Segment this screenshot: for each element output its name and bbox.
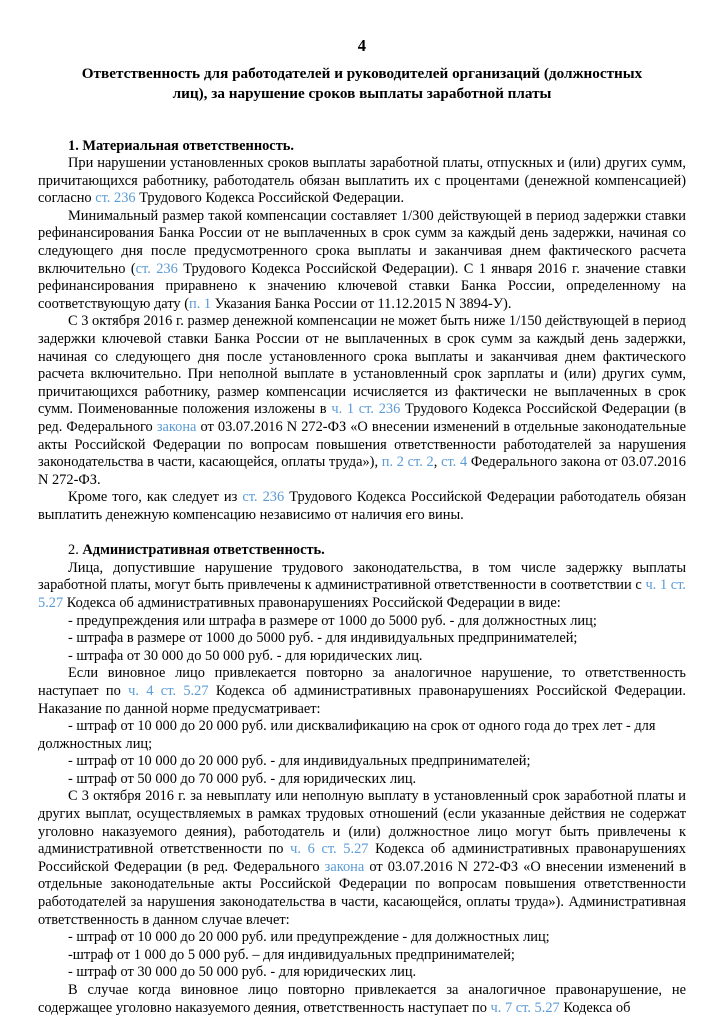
legal-link[interactable]: ч. 1 ст. 236 <box>331 401 401 418</box>
text-run: от 03.07.2016 N 272-ФЗ «О внесении изменений в отдельные законодательные акты Российской Федерации по вопросам повышения ответственности работодателей за нарушения законодательства в части, касающейся, оплаты труда»), <box>38 419 686 471</box>
text-run: С 3 октября 2016 г. размер денежной компенсации не может быть ниже 1/150 действующей в период задержки ключевой ставки Банка России от не выплаченных в срок сумм за каждый день задержки, начиная со следующего дня после установленного срока выплаты и заканчивая днем фактического расчета включительно. При неполной выплате в установленный срок зарплаты и (или) других сумм, причитающихся работнику, размер компенсации исчисляется из фактически не выплаченных в срок сумм. Поименованные положения изложены в <box>38 313 686 418</box>
legal-link[interactable]: ст. 236 <box>95 190 136 207</box>
list-item: - штраф от 10 000 до 20 000 руб. или дисквалификацию на срок от одного года до трех лет - для должностных лиц; <box>38 718 656 752</box>
page-title: Ответственность для работодателей и руководителей организаций (должностных лиц), за нарушение сроков выплаты заработной платы <box>81 64 643 102</box>
document-body <box>38 138 686 1018</box>
list-item: - штраф от 10 000 до 20 000 руб. или предупреждение - для должностных лиц; <box>68 929 550 946</box>
legal-link[interactable]: ч. 1 ст. 5.27 <box>38 577 686 611</box>
text-run: Трудового Кодекса Российской Федерации работодатель обязан выплатить денежную компенсацию независимо от наличия его вины. <box>38 489 687 523</box>
text-run: При нарушении установленных сроков выплаты заработной платы, отпускных и (или) других сумм, причитающихся работнику, работодатель обязан выплатить их с процентами (денежной компенсацией) согласно <box>38 155 686 207</box>
legal-link[interactable]: ч. 6 ст. 5.27 <box>290 841 369 858</box>
text-run: Указания Банка России от 11.12.2015 N 3894-У). <box>211 295 512 312</box>
legal-link[interactable]: ст. 4 <box>441 454 468 471</box>
section-2-paragraph-3 <box>38 788 686 929</box>
text-run: В случае когда виновное лицо повторно привлекается за аналогичное правонарушение, не содержащее уголовно наказуемого деяния, ответственность наступает по <box>38 982 686 1016</box>
text-run: Лица, допустившие нарушение трудового законодательства, в том числе задержку выплаты заработной платы, могут быть привлечены к административной ответственности в соответствии с <box>38 559 686 594</box>
legal-link[interactable]: ст. 236 <box>135 260 178 277</box>
legal-link[interactable]: ч. 7 ст. 5.27 <box>490 999 560 1016</box>
section-1-paragraph-1 <box>38 155 686 208</box>
text-run: Трудового Кодекса Российской Федерации. <box>135 190 405 207</box>
section-2-heading <box>38 542 686 560</box>
text-run: Федерального закона от 03.07.2016 N 272-ФЗ. <box>38 454 686 488</box>
section-1-number: 1. <box>68 137 79 154</box>
section-spacer <box>38 525 686 543</box>
legal-link[interactable]: ч. 4 ст. 5.27 <box>128 682 209 699</box>
text-run: Кодекса об <box>559 999 631 1016</box>
legal-link[interactable]: ст. 236 <box>242 489 285 506</box>
legal-link[interactable]: п. 2 ст. 2 <box>381 454 434 471</box>
section-1-paragraph-2 <box>38 208 686 314</box>
section-1-heading <box>38 138 686 156</box>
page-content <box>38 0 686 1017</box>
legal-link[interactable]: п. 1 <box>189 295 212 312</box>
text-run: Если виновное лицо привлекается повторно за аналогичное нарушение, то ответственность наступает по <box>38 665 686 699</box>
list-item: - штраф от 50 000 до 70 000 руб. - для юридических лиц. <box>68 770 417 787</box>
section-2-paragraph-1 <box>38 560 686 613</box>
text-run: Кодекса об административных правонарушениях Российской Федерации в виде: <box>63 594 561 611</box>
section-1-paragraph-4 <box>38 489 686 524</box>
legal-link[interactable]: закона <box>156 419 197 435</box>
section-1-paragraph-3 <box>38 313 686 489</box>
text-run: от 03.07.2016 N 272-ФЗ «О внесении изменений в отдельные законодательные акты Российской Федерации по вопросам повышения ответственности работодателей за нарушения законодательства в части, касающейся, оплаты труда»). Административная ответственность в данном случае влечет: <box>38 858 686 928</box>
list-item: - штраф от 10 000 до 20 000 руб. - для индивидуальных предпринимателей; <box>68 753 531 770</box>
text-run: Кодекса об административных правонарушениях Российской Федерации (в ред. Федерального <box>38 841 686 875</box>
section-2-paragraph-4 <box>38 982 686 1017</box>
text-run: С 3 октября 2016 г. за невыплату или неполную выплату в установленный срок заработной платы и других выплат, осуществляемых в рамках трудовых отношений (если указанные действия не содержат уголовно наказуемого деяния), работодатель и (или) должностное лицо могут быть привлечены к административной ответственности по <box>38 788 686 858</box>
list-item: -штраф от 1 000 до 5 000 руб. – для индивидуальных предпринимателей; <box>68 946 515 963</box>
list-item: - штраф от 30 000 до 50 000 руб. - для юридических лиц. <box>68 964 417 981</box>
section-1-heading-text: Материальная ответственность. <box>82 137 294 154</box>
text-run: Кодекса об административных правонарушениях Российской Федерации. Наказание по данной норме предусматривает: <box>38 682 686 717</box>
text-run: Трудового Кодекса Российской Федерации (в ред. Федерального <box>38 401 686 435</box>
text-run: Трудового Кодекса Российской Федерации). С 1 января 2016 г. значение ставки рефинансирования приравнено к значению ключевой ставки Банка России, определенному на соответствующую дату ( <box>38 260 687 312</box>
list-item: - штрафа от 30 000 до 50 000 руб. - для юридических лиц. <box>68 647 423 664</box>
legal-link[interactable]: закона <box>324 858 365 875</box>
list-item: - предупреждения или штрафа в размере от 1000 до 5000 руб. - для должностных лиц; <box>68 612 597 629</box>
section-2-number: 2. <box>68 542 79 559</box>
list-item: - штрафа в размере от 1000 до 5000 руб. - для индивидуальных предпринимателей; <box>68 630 578 647</box>
section-2-heading-text: Административная ответственность. <box>82 542 325 559</box>
text-run: , <box>433 454 442 471</box>
page-number: 4 <box>357 36 367 55</box>
text-run: Минимальный размер такой компенсации составляет 1/300 действующей в период задержки ставки рефинансирования Банка России от не выплаченных в срок сумм за каждый день задержки, начиная со следующего дня после предусмотренного срока выплаты и заканчивая днем фактического расчета включительно ( <box>38 207 686 277</box>
section-2-paragraph-2 <box>38 665 686 718</box>
text-run: Кроме того, как следует из <box>68 489 243 506</box>
